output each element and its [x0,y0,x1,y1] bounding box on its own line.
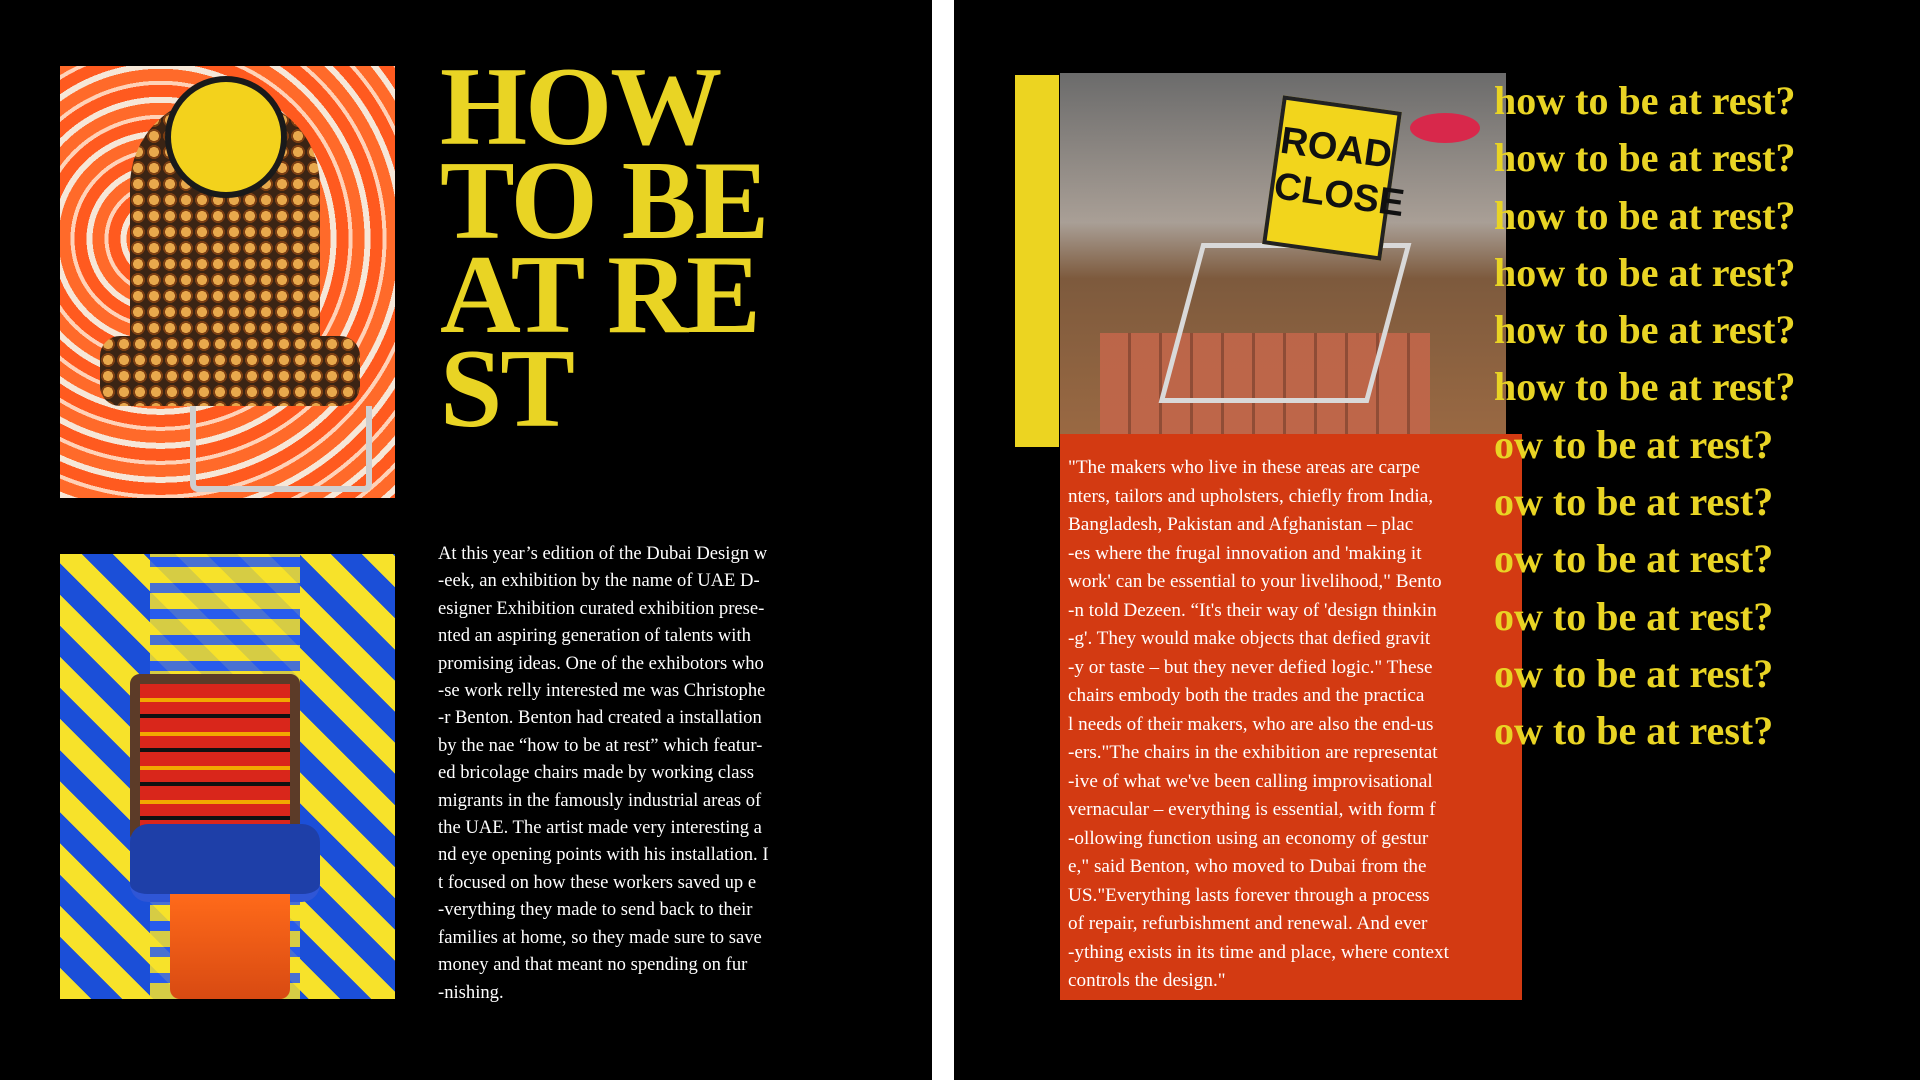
body-line: esigner Exhibition curated exhibition prese- [438,597,765,619]
title-line: TO BE [440,139,768,263]
road-close-sign [1262,95,1407,260]
beaded-chair-photo [60,66,395,498]
quote-line: US."Everything lasts forever through a process [1068,884,1430,906]
body-line: -eek, an exhibition by the name of UAE D- [438,570,760,592]
repeated-question-list [1494,72,1914,760]
quote-line: chairs embody both the trades and the practica [1068,685,1425,706]
body-line: At this year’s edition of the Dubai Design w [438,543,768,564]
repeat-line: how to be at rest? [1494,78,1796,123]
body-line: t focused on how these workers saved up e [438,871,757,893]
sign-line: CLOSE [1271,165,1407,226]
body-line: -se work relly interested me was Christophe [438,680,766,702]
yellow-smiley-headrest [165,76,287,198]
blue-cushion [130,824,320,902]
left-page [0,0,932,1080]
quote-line: "The makers who live in these areas are carpe [1068,457,1420,478]
body-line: families at home, so they made sure to save [438,926,762,948]
repeat-line: how to be at rest? [1494,135,1796,181]
body-line: nted an aspiring generation of talents with [438,625,751,647]
body-line: -r Benton. Benton had created a installation [438,707,762,729]
body-line: migrants in the famously industrial areas of [438,789,762,811]
body-line: nd eye opening points with his installation. I [438,844,769,866]
repeat-line: ow to be at rest? [1494,479,1774,525]
sign-line: ROAD [1277,119,1395,177]
body-line: by the nae “how to be at rest” which featur- [438,734,763,756]
article-body [438,540,808,1006]
quote-line: -es where the frugal innovation and 'making it [1068,542,1422,564]
body-line: the UAE. The artist made very interesting a [438,817,762,839]
repeat-line: how to be at rest? [1494,249,1796,295]
chrome-chair-frame [1159,243,1412,403]
repeat-line: ow to be at rest? [1494,593,1774,639]
road-sign-chair-photo [1060,73,1506,447]
title-line: AT RE [440,233,759,357]
quote-line: -ything exists in its time and place, where context [1068,941,1449,963]
quote-line: -ive of what we've been calling improvisational [1068,770,1433,792]
page-title [440,45,860,451]
repeat-line: ow to be at rest? [1494,536,1774,582]
orange-paint-bucket [170,894,290,999]
armchair-on-bucket-photo [60,554,395,999]
beaded-seat [100,336,360,406]
quote-line: work' can be essential to your livelihood," Bento [1068,571,1442,592]
striped-chair-back [130,674,300,844]
quote-line: -y or taste – but they never defied logic." These [1068,656,1433,678]
red-stool-seat [1410,113,1480,143]
quote-line: controls the design." [1068,970,1226,991]
quote-line: e," said Benton, who moved to Dubai from the [1068,856,1427,877]
repeat-line: ow to be at rest? [1494,708,1774,754]
quote-line: -ollowing function using an economy of gestur [1068,827,1429,849]
body-line: -verything they made to send back to their [438,899,753,921]
quote-line: -n told Dezeen. “It's their way of 'design thinkin [1068,599,1437,621]
body-line: ed bricolage chairs made by working class [438,762,754,784]
repeat-line: how to be at rest? [1494,192,1796,238]
repeat-line: how to be at rest? [1494,307,1796,353]
body-line: promising ideas. One of the exhibotors who [438,652,764,674]
quote-line: l needs of their makers, who are also the end-us [1068,713,1434,735]
title-line: ST [440,327,573,451]
repeat-line: how to be at rest? [1494,364,1796,410]
quote-line: -ers."The chairs in the exhibition are representat [1068,742,1438,763]
quote-box [1060,434,1522,1000]
quote-text [1068,454,1508,996]
quote-line: -g'. They would make objects that defied gravit [1068,628,1431,649]
title-line: HOW [440,45,721,169]
repeat-line: ow to be at rest? [1494,650,1774,696]
body-line: money and that meant no spending on fur [438,954,748,976]
yellow-accent-bar [1015,75,1059,447]
body-line: -nishing. [438,981,504,1003]
quote-line: nters, tailors and upholsters, chiefly from India, [1068,485,1434,507]
quote-line: Bangladesh, Pakistan and Afghanistan – plac [1068,514,1414,535]
repeat-line: ow to be at rest? [1494,421,1774,467]
right-page [954,0,1920,1080]
quote-line: of repair, refurbishment and renewal. And ever [1068,913,1428,934]
quote-line: vernacular – everything is essential, with form f [1068,799,1436,820]
chrome-legs [190,406,372,492]
